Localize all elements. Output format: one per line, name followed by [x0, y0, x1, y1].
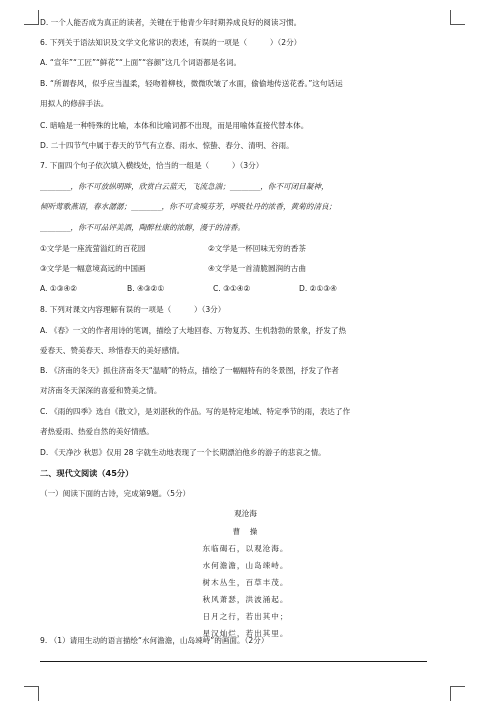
crop-mark-top-left	[24, 10, 39, 25]
subsection-heading: （一）阅读下面的古诗，完成第9题。（5分）	[40, 489, 191, 498]
q7-passage-line-2: 倾听莺歌燕语，春水潺潺；________，你不可贪嗅芬芳，呼吸牡丹的浓香，黄菊的清良；	[40, 202, 337, 211]
q6-option-c: C. 暗喻是一种特殊的比喻，本体和比喻词都不出现，而是用喻体直接代替本体。	[40, 121, 309, 130]
crop-mark-bottom-right	[450, 686, 465, 701]
crop-mark-bottom-left	[24, 686, 39, 701]
q8-option-b: B. 《济南的冬天》抓住济南冬天“温晴”的特点，描绘了一幅幅特有的冬景图，抒发了作者	[40, 366, 339, 375]
q7-option-d: D. ②①③④	[299, 284, 337, 293]
q7-sentence-3: ③文学是一幅意境高远的中国画	[40, 264, 146, 273]
poem-title: 观沧海	[234, 509, 257, 518]
q7-sentences-row-2	[40, 264, 452, 274]
q5-option-d: D. 一个人能否成为真正的读者，关键在于他青少年时期养成良好的阅读习惯。	[40, 18, 302, 27]
poem-verse: 日月之行，若出其中；	[202, 612, 289, 621]
q6-option-b-cont: 用拟人的修辞手法。	[40, 99, 109, 108]
q8-option-a-cont: 爱春天、赞美春天、珍惜春天的美好感情。	[40, 346, 185, 355]
q9-prompt: 9. （1）请用生动的语言描绘“水何澹澹，山岛竦峙”的画面。（2分）	[40, 636, 269, 645]
q8-stem: 8. 下列对课文内容理解有误的一项是（ ）（3分）	[40, 305, 226, 314]
crop-mark-top-right	[450, 10, 465, 25]
q7-stem: 7. 下面四个句子依次填入横线处，恰当的一组是（ ）（3分）	[40, 161, 264, 170]
q7-passage-line-3: ________，你不可品评美酒，陶醉杜康的浓醇，漫于的清香。	[40, 223, 246, 232]
q7-sentence-1: ①文学是一座流萤溢红的百花园	[40, 244, 146, 253]
answer-line[interactable]	[40, 661, 427, 662]
q8-option-b-cont: 对济南冬天深深的喜爱和赞美之情。	[40, 386, 162, 395]
q8-option-d: D. 《天净沙 秋思》仅用 28 字就生动地表现了一个长期漂泊他乡的游子的悲哀之情。	[40, 448, 326, 457]
q8-option-a: A. 《春》一文的作者用诗的笔调，描绘了大地回春、万物复苏、生机勃勃的景象，抒发了热	[40, 326, 347, 335]
poem-author: 曹 操	[232, 527, 259, 536]
q7-sentences-row-1	[40, 244, 452, 254]
q7-sentence-4: ④文学是一首清脆圆润的古曲	[208, 264, 306, 273]
q7-sentence-2: ②文学是一杯回味无穷的香茶	[208, 244, 306, 253]
q7-option-b: B. ④③②①	[127, 284, 165, 293]
poem-verse: 秋风萧瑟，洪波涌起。	[202, 595, 289, 604]
q7-option-c: C. ③①④②	[213, 284, 251, 293]
q6-stem: 6. 下列关于语法知识及文学文化常识的表述，有误的一项是（ ）（2分）	[40, 38, 302, 47]
poem-verse: 水何澹澹，山岛竦峙。	[202, 561, 289, 570]
q6-option-d: D. 二十四节气中属于春天的节气有立春、雨水、惊蛰、春分、清明、谷雨。	[40, 141, 294, 150]
poem-verse: 星汉灿烂，若出其里。	[202, 629, 289, 638]
q6-option-a: A. “宣年”“工匠”“鲜花”“上面”“容颜”这几个词语都是名词。	[40, 58, 242, 67]
q6-option-b: B. “所谓春风，似乎应当温柔，轻吻着柳枝，微微吹皱了水面，偷偷地传送花香。”这句话运	[40, 79, 343, 88]
q7-options	[40, 284, 452, 294]
q8-option-c-cont: 者热爱雨、热爱自然的美好情感。	[40, 427, 154, 436]
q7-option-a: A. ①③④②	[40, 284, 78, 293]
poem-verse: 东临碣石，以观沧海。	[202, 544, 289, 553]
section-heading: 二、现代文阅读（45分）	[40, 468, 134, 478]
q8-option-c: C. 《雨的四季》选自《散文》，是刘湛秋的作品。写的是特定地域、特定季节的雨，表达了作	[40, 407, 351, 416]
q7-passage-line-1: ________，你不可放纵明眸，欣赏白云蓝天，飞流急湍；________，你不可闭目凝神，	[40, 182, 329, 191]
poem-verse: 树木丛生，百草丰茂。	[202, 578, 289, 587]
